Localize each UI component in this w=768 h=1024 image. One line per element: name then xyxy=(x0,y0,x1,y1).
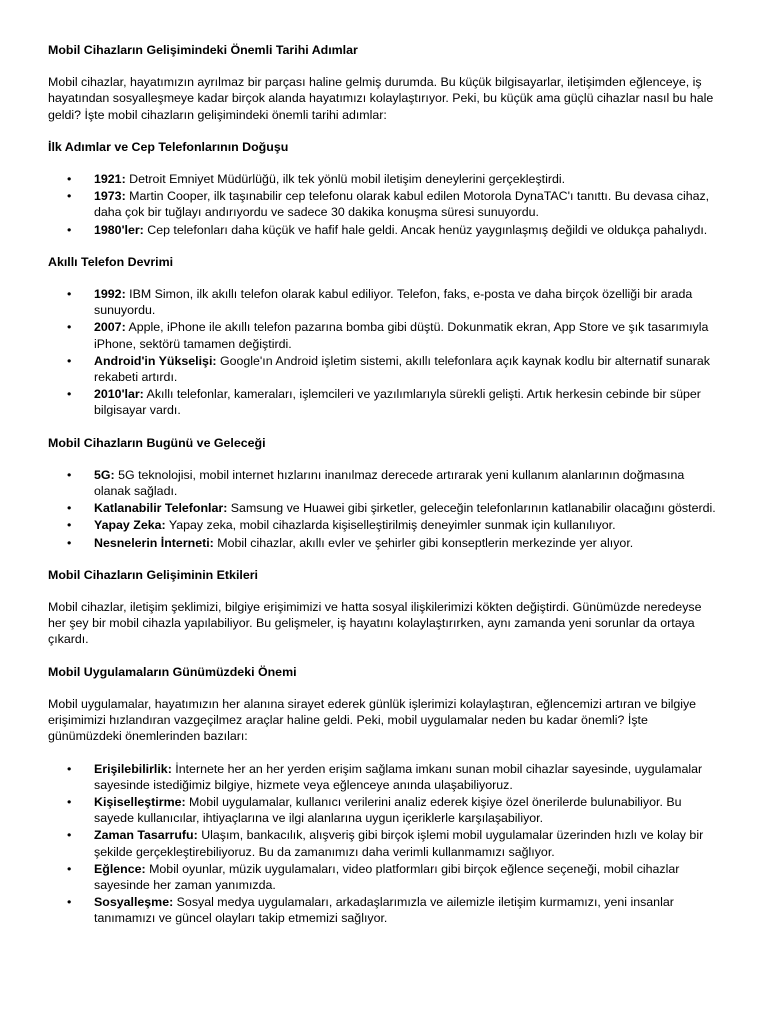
item-text: Apple, iPhone ile akıllı telefon pazarına bomba gibi düştü. Dokunmatik ekran, App Store ve şık tasarımıyla iPhone, sektörü tamamen değiştirdi. xyxy=(94,320,709,351)
smartphone-revolution-list xyxy=(48,286,720,419)
list-item xyxy=(48,171,720,187)
item-term: 1973: xyxy=(94,189,126,204)
effects-paragraph: Mobil cihazlar, iletişim şeklimizi, bilgiye erişimimizi ve hatta sosyal ilişkilerimizi kökten değiştirdi. Günümüzde neredeyse her şey bir mobil cihazla yapılabiliyor. Bu gelişmeler, iş hayatını kolaylaştırırken, aynı zamanda yeni sorunlar da ortaya çıkardı. xyxy=(48,600,702,647)
item-text: IBM Simon, ilk akıllı telefon olarak kabul ediliyor. Telefon, faks, e-posta ve daha birçok özelliği bir arada sunuyordu. xyxy=(94,287,693,318)
list-item xyxy=(48,319,720,351)
item-term: 5G: xyxy=(94,467,115,482)
list-item xyxy=(48,467,720,499)
item-text: Cep telefonları daha küçük ve hafif hale geldi. Ancak henüz yaygınlaşmış değildi ve oldukça pahalıydı. xyxy=(143,222,708,237)
item-term: 2010'lar: xyxy=(94,387,144,402)
item-text: Yapay zeka, mobil cihazlarda kişiselleştirilmiş deneyimler sunmak için kullanılıyor. xyxy=(165,518,616,533)
item-text: İnternete her an her yerden erişim sağlama imkanı sunan mobil cihazlar sayesinde, uygulamalar sayesinde istediğimiz bilgiye, hizmete veya eğlenceye anında ulaşabiliyoruz. xyxy=(94,761,703,792)
item-term: 1980'ler: xyxy=(94,222,144,237)
list-item xyxy=(48,535,720,551)
section-heading-first-steps: İlk Adımlar ve Cep Telefonlarının Doğuşu xyxy=(48,139,289,154)
list-item xyxy=(48,353,720,385)
list-item xyxy=(48,517,720,533)
section-heading-apps: Mobil Uygulamaların Günümüzdeki Önemi xyxy=(48,664,297,679)
list-item xyxy=(48,894,720,926)
item-term: Sosyalleşme: xyxy=(94,895,174,910)
item-text: 5G teknolojisi, mobil internet hızlarını inanılmaz derecede artırarak yeni kullanım alanlarının doğmasına olanak sağladı. xyxy=(94,467,685,499)
list-item xyxy=(48,386,720,418)
item-term: Android'in Yükselişi: xyxy=(94,353,217,368)
list-item xyxy=(48,188,720,220)
section-heading-today-future: Mobil Cihazların Bugünü ve Geleceği xyxy=(48,435,266,450)
item-term: 2007: xyxy=(94,320,126,335)
item-term: 1992: xyxy=(94,287,126,302)
item-term: Erişilebilirlik: xyxy=(94,761,172,776)
item-term: 1921: xyxy=(94,172,126,187)
item-term: Kişiselleştirme: xyxy=(94,794,186,809)
section-heading-smartphone-revolution: Akıllı Telefon Devrimi xyxy=(48,254,174,269)
item-text: Google'ın Android işletim sistemi, akıllı telefonlara açık kaynak kodlu bir alternatif sunarak rekabeti artırdı. xyxy=(94,353,710,385)
item-text: Samsung ve Huawei gibi şirketler, geleceğin telefonlarının katlanabilir olacağını gösterdi. xyxy=(227,501,716,516)
today-future-list xyxy=(48,467,720,551)
item-term: Yapay Zeka: xyxy=(94,518,166,533)
list-item xyxy=(48,500,720,516)
item-text: Detroit Emniyet Müdürlüğü, ilk tek yönlü mobil iletişim deneylerini gerçekleştirdi. xyxy=(125,172,566,187)
list-item xyxy=(48,222,720,238)
item-text: Mobil oyunlar, müzik uygulamaları, video platformları gibi birçok eğlence seçeneği, mobil cihazlar sayesinde her zaman yanımızda. xyxy=(94,861,680,892)
item-term: Katlanabilir Telefonlar: xyxy=(94,501,228,516)
item-term: Eğlence: xyxy=(94,861,146,876)
apps-list xyxy=(48,761,720,927)
list-item xyxy=(48,827,720,859)
item-text: Mobil cihazlar, akıllı evler ve şehirler gibi konseptlerin merkezinde yer alıyor. xyxy=(213,535,634,550)
list-item xyxy=(48,861,720,893)
list-item xyxy=(48,794,720,826)
item-term: Zaman Tasarrufu: xyxy=(94,828,198,843)
intro-paragraph: Mobil cihazlar, hayatımızın ayrılmaz bir parçası haline gelmiş durumda. Bu küçük bilgisayarlar, iletişimden eğlenceye, iş hayatından sosyalleşmeye kadar birçok alanda hayatımızı kolaylaştırıyor. Peki, bu küçük ama güçlü cihazlar nasıl bu hale geldi? İşte mobil cihazların gelişimindeki önemli tarihi adımlar: xyxy=(48,75,714,122)
item-text: Martin Cooper, ilk taşınabilir cep telefonu olarak kabul edilen Motorola DynaTAC'ı tanıttı. Bu devasa cihaz, daha çok bir tuğlayı andırıyordu ve sadece 30 dakika konuşma süresi sunuyordu. xyxy=(94,189,710,220)
item-text: Akıllı telefonlar, kameraları, işlemcileri ve yazılımlarıyla sürekli gelişti. Artık herkesin cebinde bir süper bilgisayar vardı. xyxy=(94,387,701,418)
first-steps-list xyxy=(48,171,720,238)
item-text: Sosyal medya uygulamaları, arkadaşlarımızla ve ailemizle iletişim kurmamızı, yeni insanlar tanımamızı ve güncel olayları takip etmemizi sağlıyor. xyxy=(94,895,674,926)
item-text: Mobil uygulamalar, kullanıcı verilerini analiz ederek kişiye özel önerilerde bulunabiliyor. Bu sayede kullanıcılar, ihtiyaçlarına ve ilgi alanlarına uygun içeriklerle karşılaşabiliyor. xyxy=(94,794,682,826)
apps-paragraph: Mobil uygulamalar, hayatımızın her alanına sirayet ederek günlük işlerimizi kolaylaştıran, eğlencemizi artıran ve bilgiye erişimimizi hızlandıran vazgeçilmez araçlar haline geldi. Peki, mobil uygulamalar neden bu kadar önemli? İşte günümüzdeki önemlerinden bazıları: xyxy=(48,696,697,744)
list-item xyxy=(48,286,720,318)
item-text: Ulaşım, bankacılık, alışveriş gibi birçok işlemi mobil uygulamalar üzerinden hızlı ve kolay bir şekilde gerçekleştirebiliyoruz. Bu da zamanımızı daha verimli kullanmamızı sağlıyor. xyxy=(94,828,704,859)
document-title: Mobil Cihazların Gelişimindeki Önemli Tarihi Adımlar xyxy=(48,43,358,57)
list-item xyxy=(48,761,720,793)
item-term: Nesnelerin İnterneti: xyxy=(94,535,214,550)
section-heading-effects: Mobil Cihazların Gelişiminin Etkileri xyxy=(48,567,258,582)
